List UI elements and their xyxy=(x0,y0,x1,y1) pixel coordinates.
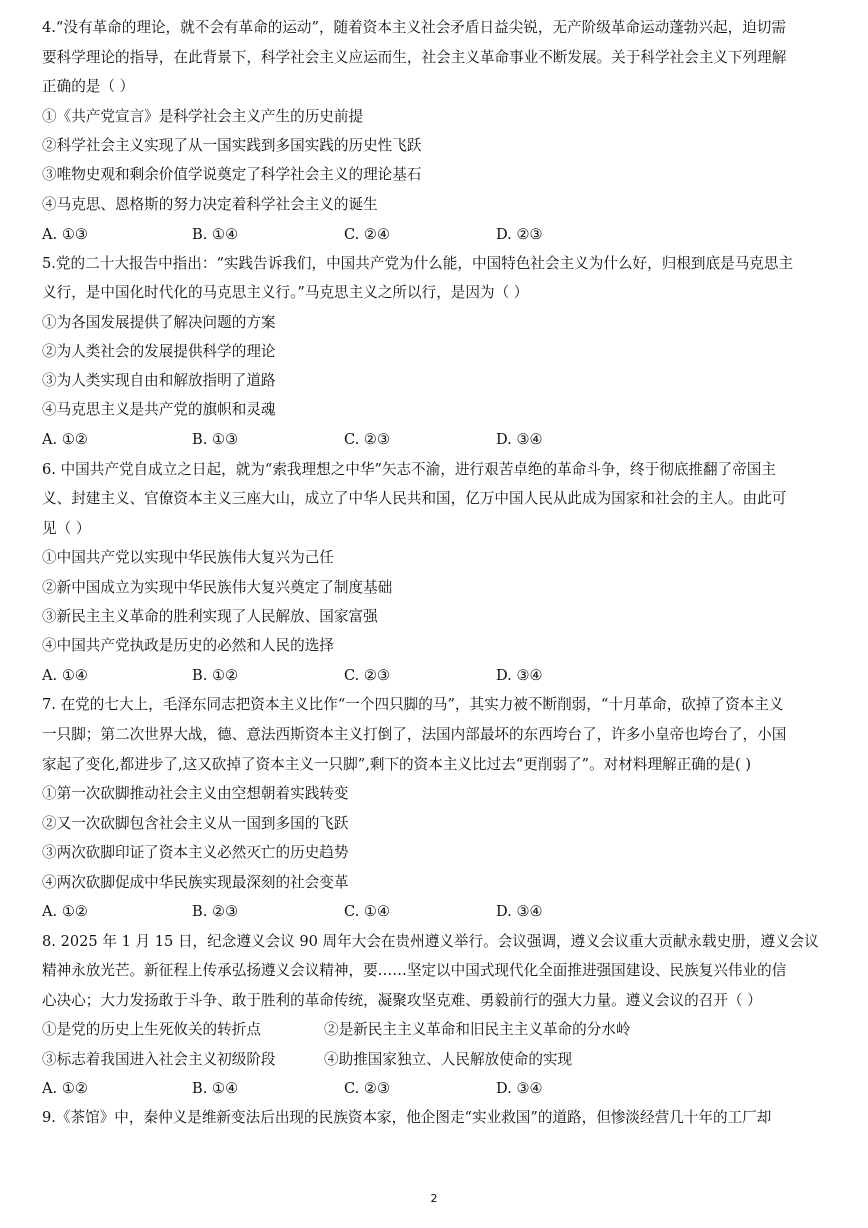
q4-item-1: ①《共产党宣言》是科学社会主义产生的历史前提 xyxy=(42,108,364,125)
q4-option-a: A. ①③ xyxy=(42,226,88,243)
q8-option-c: C. ②③ xyxy=(344,1080,391,1097)
q5-item-1: ①为各国发展提供了解决问题的方案 xyxy=(42,314,276,331)
q7-option-d: D. ③④ xyxy=(496,903,543,920)
q6-item-3: ③新民主主义革命的胜利实现了人民解放、国家富强 xyxy=(42,608,378,625)
q4-item-2: ②科学社会主义实现了从一国实践到多国实践的历史性飞跃 xyxy=(42,137,422,154)
q5-item-4: ④马克思主义是共产党的旗帜和灵魂 xyxy=(42,401,276,418)
q5-option-b: B. ①③ xyxy=(192,431,239,448)
q4-option-d: D. ②③ xyxy=(496,226,543,243)
q8-stem-line-3: 心决心；大力发扬敢于斗争、敢于胜利的革命传统，凝聚攻坚克难、勇毅前行的强大力量。遵义会议的召开（ ） xyxy=(42,992,762,1009)
q4-item-4: ④马克思、恩格斯的努力决定着科学社会主义的诞生 xyxy=(42,196,378,213)
q6-item-2: ②新中国成立为实现中华民族伟大复兴奠定了制度基础 xyxy=(42,579,393,596)
page-number: 2 xyxy=(430,1192,438,1205)
q4-item-3: ③唯物史观和剩余价值学说奠定了科学社会主义的理论基石 xyxy=(42,166,422,183)
q6-stem-line-3: 见（ ） xyxy=(42,520,91,537)
q6-item-1: ①中国共产党以实现中华民族伟大复兴为己任 xyxy=(42,549,334,566)
q4-stem-line-3: 正确的是（ ） xyxy=(42,78,135,95)
q5-stem-line-2: 义行，是中国化时代化的马克思主义行。”马克思主义之所以行，是因为（ ） xyxy=(42,284,529,301)
q5-item-3: ③为人类实现自由和解放指明了道路 xyxy=(42,372,276,389)
q4-option-b: B. ①④ xyxy=(192,226,239,243)
q8-option-d: D. ③④ xyxy=(496,1080,543,1097)
q6-stem-line-2: 义、封建主义、官僚资本主义三座大山，成立了中华人民共和国，亿万中国人民从此成为国家和社会的主人。由此可 xyxy=(42,490,787,507)
q4-stem-line-1: 4.“没有革命的理论，就不会有革命的运动”，随着资本主义社会矛盾日益尖锐，无产阶级革命运动蓬勃兴起，迫切需 xyxy=(42,19,786,36)
q7-stem-line-3: 家起了变化,都进步了,这又砍掉了资本主义一只脚”,剩下的资本主义比过去“更削弱了”。对材料理解正确的是( ) xyxy=(42,756,752,773)
q6-option-c: C. ②③ xyxy=(344,667,391,684)
q7-option-c: C. ①④ xyxy=(344,903,391,920)
q8-option-b: B. ①④ xyxy=(192,1080,239,1097)
q7-item-4: ④两次砍脚促成中华民族实现最深刻的社会变革 xyxy=(42,874,349,891)
q8-item-2: ②是新民主主义革命和旧民主主义革命的分水岭 xyxy=(324,1021,631,1038)
q8-stem-line-2: 精神永放光芒。新征程上传承弘扬遵义会议精神，要……坚定以中国式现代化全面推进强国建设、民族复兴伟业的信 xyxy=(42,962,787,979)
q8-option-a: A. ①② xyxy=(42,1080,88,1097)
q4-stem-line-2: 要科学理论的指导，在此背景下，科学社会主义应运而生，社会主义革命事业不断发展。关于科学社会主义下列理解 xyxy=(42,49,787,66)
q6-stem-line-1: 6. 中国共产党自成立之日起，就为“索我理想之中华”矢志不渝，进行艰苦卓绝的革命斗争，终于彻底推翻了帝国主 xyxy=(42,461,776,478)
q5-stem-line-1: 5.党的二十大报告中指出：“实践告诉我们，中国共产党为什么能，中国特色社会主义为什么好，归根到底是马克思主 xyxy=(42,255,794,272)
q7-stem-line-2: 一只脚；第二次世界大战，德、意法西斯资本主义打倒了，法国内部最坏的东西垮台了，许多小皇帝也垮台了，小国 xyxy=(42,726,787,743)
q5-item-2: ②为人类社会的发展提供科学的理论 xyxy=(42,343,276,360)
q7-option-a: A. ①② xyxy=(42,903,88,920)
q6-option-b: B. ①② xyxy=(192,667,239,684)
q7-item-1: ①第一次砍脚推动社会主义由空想朝着实践转变 xyxy=(42,785,349,802)
q7-stem-line-1: 7. 在党的七大上，毛泽东同志把资本主义比作“一个四只脚的马”，其实力被不断削弱，“十月革命，砍掉了资本主义 xyxy=(42,696,784,713)
q6-option-d: D. ③④ xyxy=(496,667,543,684)
q8-item-1: ①是党的历史上生死攸关的转折点 xyxy=(42,1021,261,1038)
q5-option-a: A. ①② xyxy=(42,431,88,448)
q4-option-c: C. ②④ xyxy=(344,226,391,243)
q5-option-c: C. ②③ xyxy=(344,431,391,448)
q7-item-3: ③两次砍脚印证了资本主义必然灭亡的历史趋势 xyxy=(42,844,349,861)
q6-item-4: ④中国共产党执政是历史的必然和人民的选择 xyxy=(42,637,334,654)
q9-stem-line-1: 9.《茶馆》中，秦仲义是维新变法后出现的民族资本家，他企图走“实业救国”的道路，但惨淡经营几十年的工厂却 xyxy=(42,1109,772,1126)
q8-item-4: ④助推国家独立、人民解放使命的实现 xyxy=(324,1051,573,1068)
q5-option-d: D. ③④ xyxy=(496,431,543,448)
q7-option-b: B. ②③ xyxy=(192,903,239,920)
q8-stem-line-1: 8. 2025 年 1 月 15 日，纪念遵义会议 90 周年大会在贵州遵义举行。会议强调，遵义会议重大贡献永载史册，遵义会议 xyxy=(42,933,819,950)
q8-item-3: ③标志着我国进入社会主义初级阶段 xyxy=(42,1051,276,1068)
q7-item-2: ②又一次砍脚包含社会主义从一国到多国的飞跃 xyxy=(42,815,349,832)
q6-option-a: A. ①④ xyxy=(42,667,88,684)
